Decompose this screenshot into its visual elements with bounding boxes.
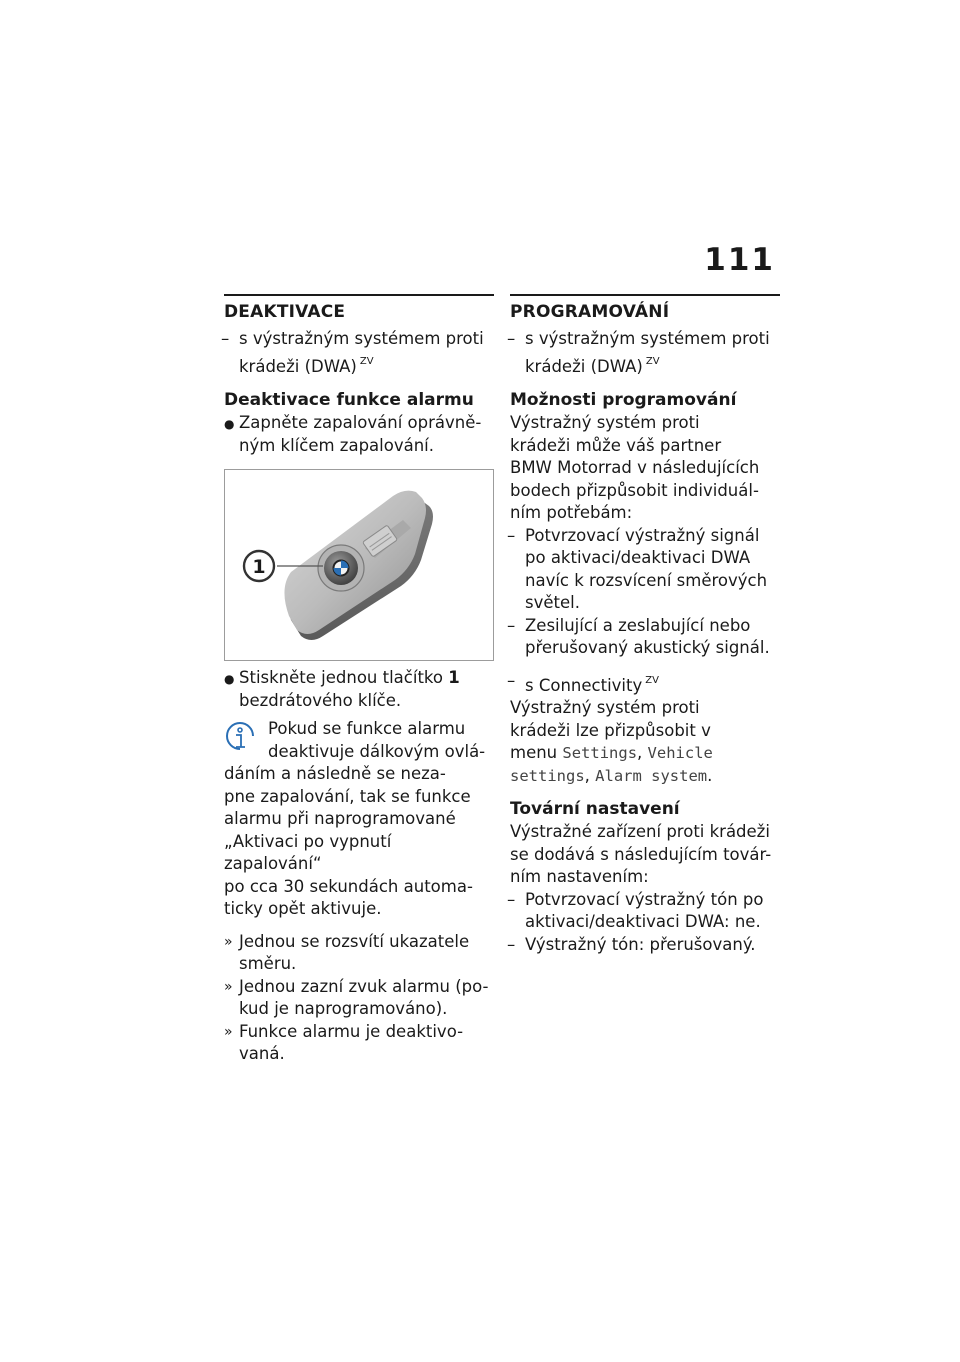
connectivity-text: Výstražný systém proti krádeži lze přizpůsobit v menu Settings, Vehicle settings, Alarm system. [510, 698, 713, 785]
result-marker: » [224, 1023, 233, 1040]
info-icon [224, 720, 256, 758]
programming-intro: Výstražný systém proti krádeži může váš partner BMW Motorrad v následujících bodech přizpůsobit individuál- ním potřebám: [510, 413, 760, 522]
dash-marker: – [221, 329, 230, 348]
default-item: – Výstražný tón: přerušovaný. [510, 934, 780, 957]
dash-marker: – [507, 615, 516, 635]
step-press-button: ● Stiskněte jednou tlačítko 1 bezdrátového klíče. [224, 668, 460, 710]
zv-superscript: ZV [359, 355, 374, 367]
info-note: Pokud se funkce alarmu deaktivuje dálkovým ovlá- dáním a následně se neza- pne zapalování, tak se funkce alarmu při naprogramované „Aktivaci po vypnutí zapalování“ po cca 30 sekundách automa- ticky opět aktivuje. [224, 719, 486, 918]
condition-dwa: – s výstražným systémem proti krádeži (DWA) $^{ZV}$ [507, 329, 770, 376]
menu-settings: Settings [562, 744, 638, 762]
step-ignition-on: ● Zapněte zapalování oprávně- ným klíčem zapalování. [224, 413, 482, 455]
result-item: » Jednou zazní zvuk alarmu (po- kud je naprogramováno). [224, 976, 489, 1018]
bullet-marker: ● [224, 417, 235, 431]
zv-superscript: ZV [645, 674, 659, 686]
menu-vehicle-settings: Vehicle [647, 744, 713, 762]
left-column [221, 294, 494, 1066]
subheading-factory-settings: Tovární nastavení [510, 799, 680, 819]
section-rule [224, 294, 494, 296]
dash-marker: – [507, 329, 516, 348]
key-fob-illustration [225, 470, 493, 660]
option-item: – Zesilující a zeslabující nebo přerušovaný akustický signál. [507, 615, 770, 657]
section-heading-programovani: PROGRAMOVÁNÍ [510, 302, 670, 322]
page-number: 111 [704, 242, 775, 278]
result-item: » Jednou se rozsvítí ukazatele směru. [224, 931, 470, 973]
dash-marker: – [507, 525, 516, 545]
menu-alarm-system: Alarm system [595, 766, 708, 785]
zv-superscript: ZV [645, 355, 660, 367]
section-rule [510, 294, 780, 296]
condition-dwa: – s výstražným systémem proti krádeži (DWA) $^{ZV}$ [221, 329, 484, 376]
option-item: – Potvrzovací výstražný signál po aktivaci/deaktivaci DWA navíc k rozsvícení směrových světel. [507, 525, 768, 612]
bullet-marker: ● [224, 672, 235, 686]
dash-marker: – [507, 889, 516, 909]
dash-marker: – [507, 670, 516, 690]
result-marker: » [224, 978, 233, 995]
key-fob-figure [224, 469, 494, 661]
factory-text: Výstražné zařízení proti krádeži se dodává s následujícím továr- ním nastavením: [510, 822, 772, 886]
figure-callout-1: 1 [252, 556, 266, 578]
section-heading-deaktivace: DEAKTIVACE [224, 302, 346, 322]
result-marker: » [224, 933, 233, 950]
result-item: » Funkce alarmu je deaktivo- vaná. [224, 1021, 464, 1063]
default-item: – Potvrzovací výstražný tón po aktivaci/deaktivaci DWA: ne. [507, 889, 764, 931]
condition-connectivity: – s Connectivity $^{ZV}$ [507, 670, 659, 695]
subheading-programming-options: Možnosti programování [510, 390, 737, 410]
right-column [507, 294, 780, 956]
subheading-deactivate-alarm: Deaktivace funkce alarmu [224, 390, 474, 410]
dash-marker: – [507, 934, 516, 954]
